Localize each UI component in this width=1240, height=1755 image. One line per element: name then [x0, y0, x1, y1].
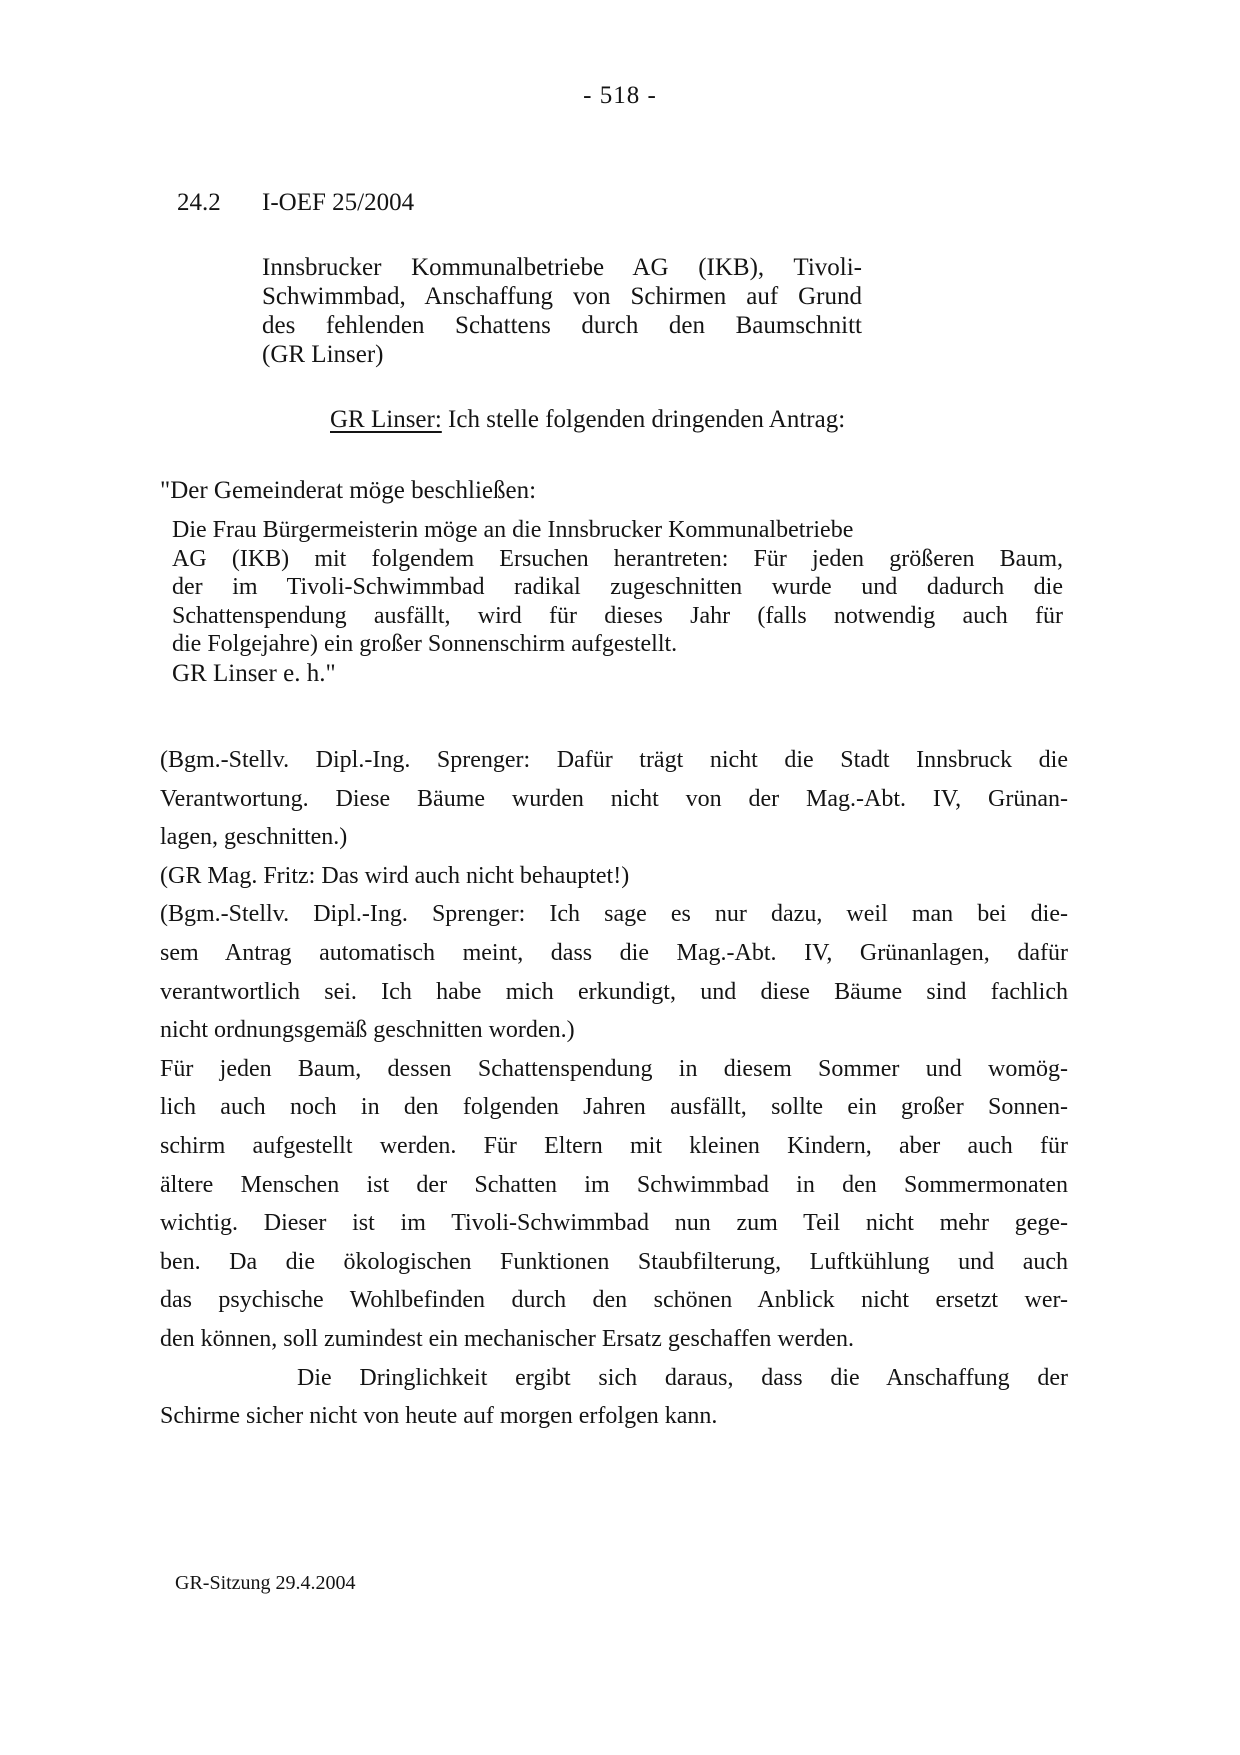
paragraph-motion-reasoning	[160, 1050, 1068, 1359]
text-line: wichtig. Dieser ist im Tivoli-Schwimmbad nun zum Teil nicht mehr gege-	[160, 1210, 1068, 1237]
paragraph-sprenger-remark-2	[160, 895, 1068, 1049]
text-line: (GR Linser)	[262, 341, 384, 368]
text-line: das psychische Wohlbefinden durch den schönen Anblick nicht ersetzt wer-	[160, 1287, 1068, 1314]
text-line: (GR Mag. Fritz: Das wird auch nicht behauptet!)	[160, 862, 630, 889]
text-line: nicht ordnungsgemäß geschnitten worden.)	[160, 1017, 575, 1044]
speaker-name: GR Linser:	[330, 406, 442, 433]
speaker-intro-line	[330, 406, 845, 434]
text-line: Schwimmbad, Anschaffung von Schirmen auf Grund	[262, 283, 862, 310]
motion-intro: "Der Gemeinderat möge beschließen:	[160, 477, 537, 504]
agenda-item-heading	[177, 189, 414, 217]
text-line: (Bgm.-Stellv. Dipl.-Ing. Sprenger: Ich sage es nur dazu, weil man bei die-	[160, 901, 1068, 928]
text-line: schirm aufgestellt werden. Für Eltern mit kleinen Kindern, aber auch für	[160, 1132, 1068, 1159]
text-line: (Bgm.-Stellv. Dipl.-Ing. Sprenger: Dafür trägt nicht die Stadt Innsbruck die	[160, 747, 1068, 773]
text-line: Innsbrucker Kommunalbetriebe AG (IKB), Tivoli-	[262, 254, 862, 281]
motion-signature: GR Linser e. h."	[172, 660, 336, 687]
discussion-block	[160, 741, 1068, 1436]
text-line: lagen, geschnitten.)	[160, 824, 348, 851]
motion-body	[172, 516, 1063, 659]
text-line: des fehlenden Schattens durch den Baumschnitt	[262, 312, 862, 339]
text-line: Schirme sicher nicht von heute auf morgen erfolgen kann.	[160, 1403, 718, 1430]
text-line: die Folgejahre) ein großer Sonnenschirm aufgestellt.	[172, 631, 678, 658]
text-line: ben. Da die ökologischen Funktionen Staubfilterung, Luftkühlung und auch	[160, 1248, 1068, 1275]
paragraph-fritz-remark	[160, 857, 1068, 896]
text-line: ältere Menschen ist der Schatten im Schwimmbad in den Sommermonaten	[160, 1171, 1068, 1198]
text-line: Schattenspendung ausfällt, wird für dieses Jahr (falls notwendig auch für	[172, 602, 1063, 629]
text-line: den können, soll zumindest ein mechanischer Ersatz geschaffen werden.	[160, 1325, 854, 1352]
session-footer: GR-Sitzung 29.4.2004	[175, 1572, 356, 1594]
page-number: - 518 -	[583, 82, 657, 109]
agenda-item-title	[262, 253, 862, 369]
paragraph-sprenger-remark-1	[160, 741, 1068, 857]
text-line: Verantwortung. Diese Bäume wurden nicht von der Mag.-Abt. IV, Grünan-	[160, 785, 1068, 812]
text-line: Die Frau Bürgermeisterin möge an die Innsbrucker Kommunalbetriebe	[172, 517, 854, 543]
text-line: AG (IKB) mit folgendem Ersuchen herantreten: Für jeden größeren Baum,	[172, 545, 1063, 572]
paragraph-urgency	[160, 1359, 1068, 1436]
agenda-item-number: 24.2	[177, 189, 221, 216]
text-line: verantwortlich sei. Ich habe mich erkundigt, und diese Bäume sind fachlich	[160, 978, 1068, 1005]
speaker-statement: Ich stelle folgenden dringenden Antrag:	[441, 406, 846, 433]
text-line: lich auch noch in den folgenden Jahren ausfällt, sollte ein großer Sonnen-	[160, 1094, 1068, 1121]
text-line: Die Dringlichkeit ergibt sich daraus, dass die Anschaffung der	[297, 1364, 1068, 1391]
text-line: der im Tivoli-Schwimmbad radikal zugeschnitten wurde und dadurch die	[172, 574, 1063, 601]
agenda-item-reference: I-OEF 25/2004	[262, 189, 415, 216]
text-line: Für jeden Baum, dessen Schattenspendung in diesem Sommer und womög-	[160, 1055, 1068, 1082]
text-line: sem Antrag automatisch meint, dass die Mag.-Abt. IV, Grünanlagen, dafür	[160, 939, 1068, 966]
